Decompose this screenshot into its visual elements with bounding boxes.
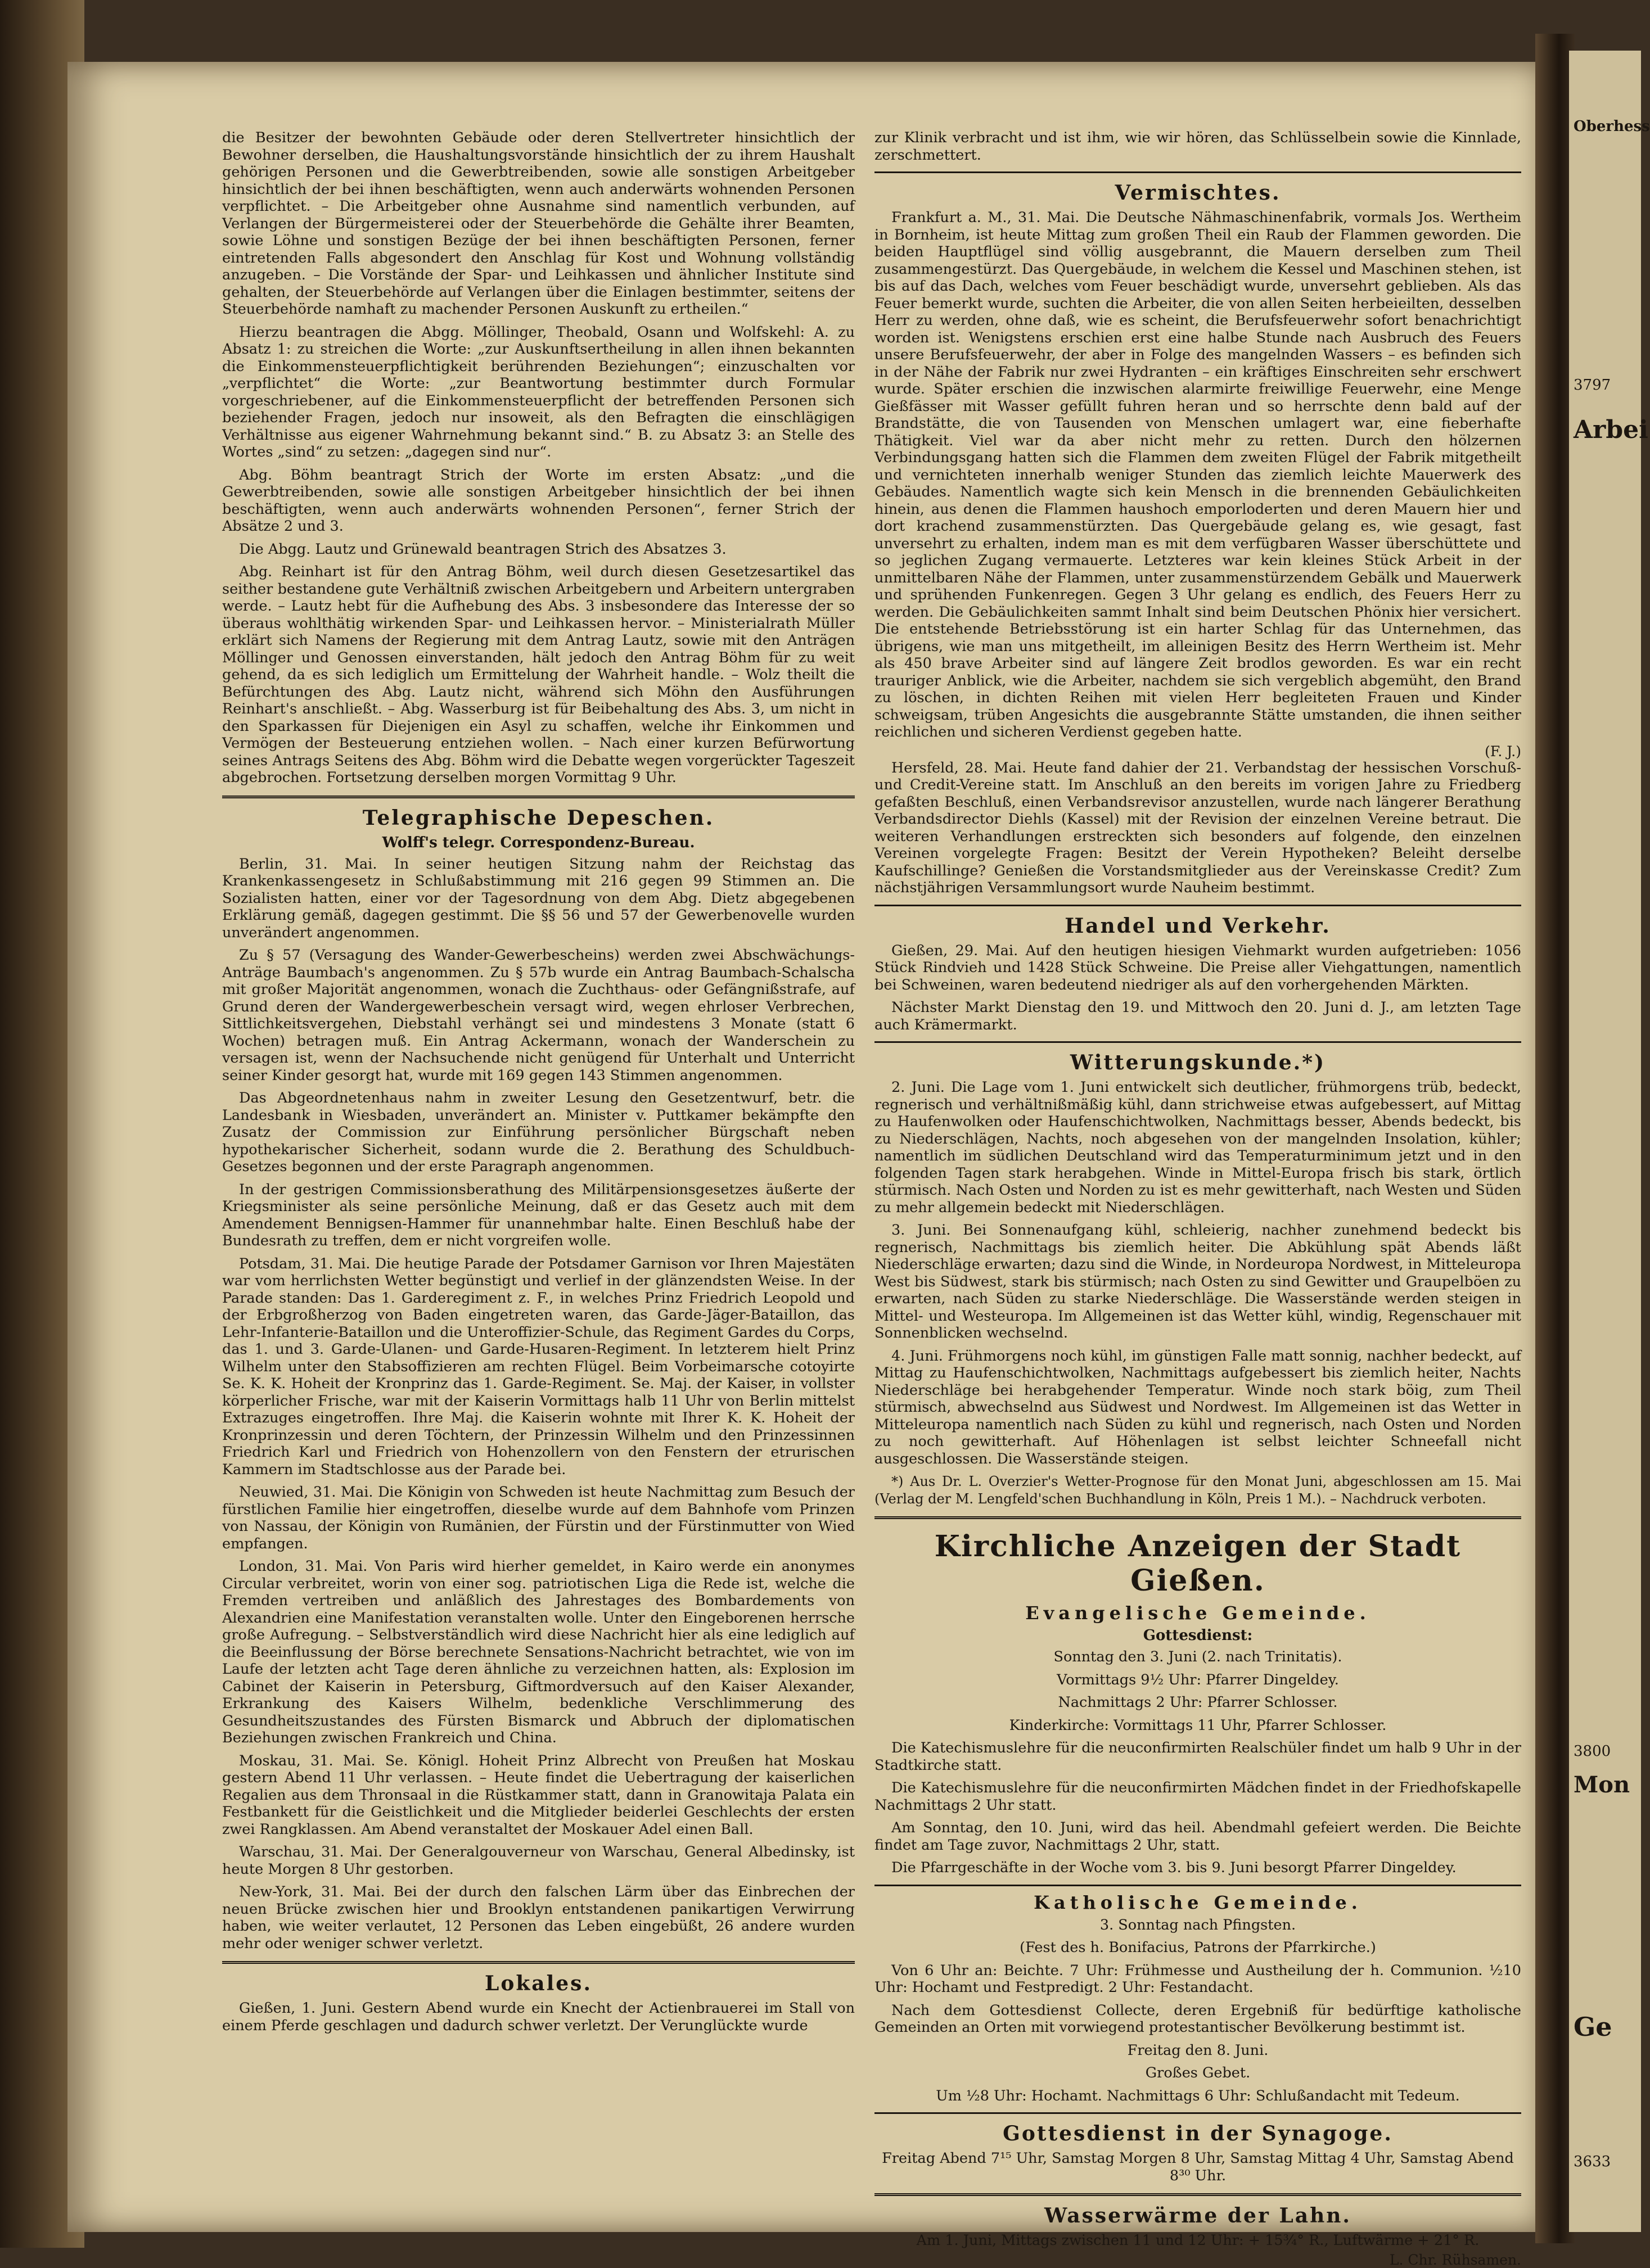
next-page-fragment: Arbei [1574,415,1648,444]
service-line: Freitag Abend 7¹⁵ Uhr, Samstag Morgen 8 Uhr, Samstag Mittag 4 Uhr, Samstag Abend 8³⁰ Uhr. [882,2150,1514,2184]
next-page-fragment: Oberhess [1574,118,1650,135]
article-paragraph: Frankfurt a. M., 31. Mai. Die Deutsche Nähmaschinenfabrik, vormals Jos. Wertheim in Bornheim, ist heute Mittag zum großen Theil ein Raub der Flammen geworden. Die beiden Hauptflügel sind völlig ausgebrannt, die Mauern derselben zum Theil zusammengestürzt. Das Quergebäude, in welchem die Kessel und Maschinen stehen, ist bis auf das Dach, welches vom Feuer beschädigt wurde, unversehrt geblieben. Als das Feuer bemerkt wurde, suchten die Arbeiter, die von allen Seiten herbeieilten, desselben Herr zu werden, ohne daß, wie es scheint, die Berufsfeuerwehr sofort benachrichtigt worden ist. Wenigstens erschien erst eine halbe Stunde nach Ausbruch des Feuers unsere Berufsfeuerwehr, der aber in Folge des mangelnden Wassers – es befinden sich in der Nähe der Fabrik nur zwei Hydranten – ein kräftiges Einschreiten sehr erschwert wurde. Später erschien die inzwischen alarmirte freiwillige Feuerwehr, eine Menge Gießfässer mit Wasser gefüllt fuhren heran und so herrschte denn bald auf der Brandstätte, die von Tausenden von Menschen umlagert war, eine fieberhafte Thätigkeit. Viel war da aber nicht mehr zu retten. Durch den hölzernen Verbindungsgang hatten sich die Flammen dem zweiten Flügel der Fabrik mitgetheilt und vernichteten innerhalb weniger Stunden das ziemlich leichte Mauerwerk des Gebäudes. Namentlich wagte sich kein Mensch in die brennenden Gebäulichkeiten hinein, aus denen die Flammen haushoch emporloderten und deren Mauern hier und dort krachend zusammenstürzten. Das Quergebäude gelang es, wie gesagt, fast unversehrt zu erhalten, indem man es mit dem verfügbaren Wasser überschüttete und so jeglichen Zugang vermauerte. Letzteres war kein kleines Stück Arbeit in der unmittelbaren Nähe der Flammen, unter zusammenstürzendem Gebälk und Mauerwerk und sprühenden Funkenregen. Gegen 3 Uhr gelang es endlich, des Feuers Herr zu werden. Die Gebäulichkeiten sammt Inhalt sind beim Deutschen Phönix hier versichert. Die entstehende Betriebsstörung ist ein harter Schlag für das Unternehmen, das übrigens, wie man uns mitgetheilt, im alleinigen Besitz des Herrn Wertheim ist. Mehr als 450 brave Arbeiter sind auf längere Zeit brodlos geworden. Es war ein recht trauriger Anblick, wie die Arbeiter, nachdem sie sich vergeblich abgemüht, den Brand zu löschen, in dichten Reihen mit vielen Herr begleiteten Frauen und Kinder schweigsam, trüben Angesichts die ausgebrannte Stätte umstanden, die ihnen seither reichlichen und sicheren Verdienst gegeben hatte. [874,209,1521,740]
author-sign: (F. J.) [1485,743,1521,760]
service-line: (Fest des h. Bonifacius, Patrons der Pfarrkirche.) [1020,1939,1376,1956]
lahn-temperature-heading: Wasserwärme der Lahn. [1044,2204,1351,2228]
section-divider [874,1041,1521,1043]
weather-paragraph: 4. Juni. Frühmorgens noch kühl, im günstigen Falle matt sonnig, nachher bedeckt, auf Mittag zu Haufenschichtwolken, Nachmittags aufgebessert bis ziemlich heiter, Nachts Niederschläge bei herabgehender Temperatur. Winde noch stark böig, zum Theil stürmisch, abwechselnd aus Südwest und Nordwest. Im Allgemeinen ist das Wetter in Mitteleuropa namentlich nach Süden zu kühl und regnerisch, nach Osten und Norden zu noch gewitterhaft. Auf Höhenlagen ist selbst leichter Schneefall nicht ausgeschlossen. Die Wasserstände steigen. [874,1347,1521,1467]
dispatch-paragraph: New-York, 31. Mai. Bei der durch den falschen Lärm über das Einbrechen der neuen Brücke zwischen hier und Brooklyn entstandenen panikartigen Verwirrung haben, wie weiter verlautet, 12 Personen das Leben eingebüßt, 26 andere wurden mehr oder weniger schwer verletzt. [222,1883,855,1952]
section-divider [874,1516,1521,1519]
service-line: Die Katechismuslehre für die neuconfirmirten Realschüler findet um halb 9 Uhr in der Stadtkirche statt. [874,1740,1521,1774]
evangelical-heading: Evangelische Gemeinde. [1025,1602,1371,1624]
service-line: Kinderkirche: Vormittags 11 Uhr, Pfarrer Schlosser. [1009,1716,1387,1734]
dispatch-paragraph: Warschau, 31. Mai. Der Generalgouverneur von Warschau, General Albedinsky, ist heute Morgen 8 Uhr gestorben. [222,1844,855,1878]
service-line: Um ½8 Uhr: Hochamt. Nachmittags 6 Uhr: Schlußandacht mit Tedeum. [936,2087,1460,2104]
article-paragraph: Abg. Böhm beantragt Strich der Worte im ersten Absatz: „und die Gewerbtreibenden, sowie alle sonstigen Arbeitgeber hinsichtlich der bei ihnen beschäftigten, wenn auch anderwärts wohnenden Personen“, ferner Strich der Absätze 2 und 3. [222,466,855,535]
dispatch-paragraph: London, 31. Mai. Von Paris wird hierher gemeldet, in Kairo werde ein anonymes Circular verbreitet, worin von einer sog. patriotischen Liga die Rede ist, welche die Fremden vertreiben und anläßlich des Jahrestages des Bombardements von Alexandrien eine Manifestation veranstalten wolle. Unter den Eingeborenen herrsche große Aufregung. – Selbstverständlich wird diese Nachricht hier als eine lediglich auf die Beeinflussung der Börse berechnete Sensations-Nachricht betrachtet, wie von im Laufe der letzten acht Tage deren ähnliche zu verzeichnen hatten, als: Explosion im Cabinet der Kaiserin in Petersburg, Giftmordversuch auf den Kaiser Alexander, Erkrankung des Kaisers Wilhelm, bedenkliche Verschlimmerung des Gesundheitszustandes des Fürsten Bismarck und Abbruch der diplomatischen Beziehungen zwischen Frankreich und China. [222,1558,855,1746]
church-notices-title: Kirchliche Anzeigen der Stadt Gießen. [934,1529,1462,1598]
article-paragraph: Nächster Markt Dienstag den 19. und Mittwoch den 20. Juni d. J., am letzten Tage auch Krämermarkt. [874,999,1521,1033]
service-line: Vormittags 9½ Uhr: Pfarrer Dingeldey. [1057,1671,1339,1688]
section-divider [222,796,855,798]
service-line: Großes Gebet. [1145,2064,1251,2081]
service-line: Nach dem Gottesdienst Collecte, deren Ergebniß für bedürftige katholische Gemeinden an Orten mit vorwiegend protestantischer Bevölkerung bestimmt ist. [874,2002,1521,2036]
next-page-fragment: 3633 [1574,2153,1611,2170]
next-page-fragment: Ge [1574,2012,1612,2042]
section-heading-vermischtes: Vermischtes. [1115,181,1281,205]
section-divider [874,171,1521,173]
service-line: Am Sonntag, den 10. Juni, wird das heil. Abendmahl gefeiert werden. Die Beichte findet am Tage zuvor, Nachmittags 2 Uhr, statt. [874,1819,1521,1854]
article-paragraph: zur Klinik verbracht und ist ihm, wie wir hören, das Schlüsselbein sowie die Kinnlade, zerschmettert. [874,129,1521,164]
dispatch-paragraph: Berlin, 31. Mai. In seiner heutigen Sitzung nahm der Reichstag das Krankenkassengesetz in Schlußabstimmung mit 216 gegen 99 Stimmen an. Die Sozialisten hatten, einer vor der Tagesordnung von dem Abg. Dietz abgegebenen Erklärung gemäß, dagegen gestimmt. Die §§ 56 und 57 der Gewerbenovelle wurden unverändert angenommen. [222,855,855,941]
dispatch-paragraph: Neuwied, 31. Mai. Die Königin von Schweden ist heute Nachmittag zum Besuch der fürstlichen Familie hier eingetroffen, dieselbe wurde auf dem Bahnhofe vom Prinzen von Nassau, der Königin von Rumänien, der Fürstin und der Fürstinmutter von Wied empfangen. [222,1484,855,1552]
section-divider [874,905,1521,906]
right-column [874,129,1521,2268]
section-heading-telegraph: Telegraphische Depeschen. [362,806,715,830]
dispatch-paragraph: Das Abgeordnetenhaus nahm in zweiter Lesung den Gesetzentwurf, betr. die Landesbank in Wiesbaden, unverändert an. Minister v. Puttkamer bekämpfte den Zusatz der Commission zur Einführung persönlicher Bürgschaft neben hypothekarischer Sicherheit, sodann wurde die 2. Berathung des Schuldbuch-Gesetzes begonnen und der erste Paragraph angenommen. [222,1090,855,1175]
footnote: *) Aus Dr. L. Overzier's Wetter-Prognose für den Monat Juni, abgeschlossen am 15. Mai (Verlag der M. Lengfeld'schen Buchhandlung in Köln, Preis 1 M.). – Nachdruck verboten. [874,1474,1521,1507]
left-column [222,129,855,2176]
article-paragraph: Gießen, 1. Juni. Gestern Abend wurde ein Knecht der Actienbrauerei im Stall von einem Pferde geschlagen und dadurch schwer verletzt. Der Verunglückte wurde [222,2000,855,2034]
section-divider [874,2193,1521,2196]
next-page-edge [1569,51,1650,2232]
service-heading: Gottesdienst: [1143,1627,1253,1644]
catholic-heading: Katholische Gemeinde. [1034,1891,1362,1913]
author-sign: L. Chr. Rühsamen. [1389,2251,1521,2268]
section-heading-lokales: Lokales. [485,1972,592,1995]
service-line: Von 6 Uhr an: Beichte. 7 Uhr: Frühmesse und Austheilung der h. Communion. ½10 Uhr: Hochamt und Festpredigt. 2 Uhr: Festandacht. [874,1962,1521,1996]
article-paragraph: die Besitzer der bewohnten Gebäude oder deren Stellvertreter hinsichtlich der Bewohner derselben, die Haushaltungsvorstände hinsichtlich der zu ihrem Haushalt gehörigen Personen und die Gewerbtreibenden, sowie alle sonstigen Arbeitgeber hinsichtlich der bei ihnen beschäftigten, wenn auch anderwärts wohnenden Personen verpflichtet. – Die Arbeitgeber ohne Ausnahme sind namentlich verbunden, auf Verlangen der Bürgermeisterei oder der Steuerbehörde die Gehälte ihrer Beamten, sowie Löhne und sonstigen Bezüge der bei ihnen beschäftigten Personen, ferner eintretenden Falls abgesondert den Anschlag für Kost und Wohnung vollständig anzugeben. – Die Vorstände der Spar- und Leihkassen und ähnlicher Institute sind gehalten, der Steuerbehörde auf Verlangen über die Einlagen bestimmter, seitens der Steuerbehörde namhaft zu machender Personen Auskunft zu ertheilen.“ [222,129,855,318]
service-line: Die Pfarrgeschäfte in der Woche vom 3. bis 9. Juni besorgt Pfarrer Dingeldey. [891,1859,1457,1876]
service-line: Die Katechismuslehre für die neuconfirmirten Mädchen findet in der Friedhofskapelle Nachmittags 2 Uhr statt. [874,1779,1521,1814]
section-subheading: Wolff's telegr. Correspondenz-Bureau. [382,834,695,851]
dispatch-paragraph: In der gestrigen Commissionsberathung des Militärpensionsgesetzes äußerte der Kriegsminister als seine persönliche Meinung, daß er das Gesetz auch mit dem Amendement Bennigsen-Hammer für unannehmbar halte. Einen Beschluß habe der Bundesrath zu treffen, dem er nicht vorgreifen wolle. [222,1181,855,1249]
article-paragraph: Gießen, 29. Mai. Auf den heutigen hiesigen Viehmarkt wurden aufgetrieben: 1056 Stück Rindvieh und 1428 Stück Schweine. Die Preise aller Viehgattungen, namentlich bei Schweinen, waren bedeutend niedriger als auf den vorhergehenden Märkten. [874,942,1521,993]
article-paragraph: Die Abgg. Lautz und Grünewald beantragen Strich des Absatzes 3. [239,540,727,558]
service-line: Sonntag den 3. Juni (2. nach Trinitatis). [1053,1648,1342,1665]
section-divider [222,1961,855,1964]
article-paragraph: Abg. Reinhart ist für den Antrag Böhm, weil durch diesen Gesetzesartikel das seither bestandene gute Verhältniß zwischen Arbeitgebern und Arbeitern untergraben werde. – Lautz hebt für die Aufhebung des Abs. 3 insbesondere das Interesse der so überaus wohlthätig wirkenden Spar- und Leihkassen hervor. – Ministerialrath Müller erklärt sich Namens der Regierung mit dem Antrag Lautz, sowie mit den Anträgen Möllinger und Genossen einverstanden, hält jedoch den Antrag Böhm für zu weit gehend, da es sich lediglich um Ermittelung der Wahrheit handle. – Wolz theilt die Befürchtungen des Abg. Lautz nicht, während sich Möhn den Ausführungen Reinhart's anschließt. – Abg. Wasserburg ist für Beibehaltung des Abs. 3, um nicht in den Sparkassen für Diejenigen ein Asyl zu schaffen, welche ihr Einkommen und Vermögen der Besteuerung entziehen wollen. – Nach einer kurzen Befürwortung seines Antrags Seitens des Abg. Böhm wird die Debatte wegen vorgerückter Tageszeit abgebrochen. Fortsetzung derselben morgen Vormittag 9 Uhr. [222,563,855,786]
dispatch-paragraph: Moskau, 31. Mai. Se. Königl. Hoheit Prinz Albrecht von Preußen hat Moskau gestern Abend 11 Uhr verlassen. – Heute findet die Uebertragung der kaiserlichen Regalien aus dem Thronsaal in die Rüstkammer statt, dann in Granowitaja Palata ein Festbankett für die Geistlichkeit und die Mitglieder beiderlei Geschlechts der ersten zwei Rangklassen. Am Abend veranstaltet der Moskauer Adel einen Ball. [222,1752,855,1838]
dispatch-paragraph: Potsdam, 31. Mai. Die heutige Parade der Potsdamer Garnison vor Ihren Majestäten war vom herrlichsten Wetter begünstigt und verlief in der glänzendsten Weise. In der Parade standen: Das 1. Garderegiment z. F., in welches Prinz Friedrich Leopold und der Erbgroßherzog von Baden eingetreten waren, das Garde-Jäger-Bataillon, das Lehr-Infanterie-Bataillon und die Unteroffizier-Schule, das Regiment Gardes du Corps, das 1. und 3. Garde-Ulanen- und Garde-Husaren-Regiment. In letzterem hielt Prinz Wilhelm unter den Stabsoffizieren am rechten Flügel. Beim Vorbeimarsche cotoyirte Se. K. K. Hoheit der Kronprinz das 1. Garde-Regiment. Se. Maj. der Kaiser, in vollster körperlicher Frische, war mit der Kaiserin Vormittags halb 11 Uhr von Berlin mittelst Extrazuges eingetroffen. Ihre Maj. die Kaiserin wohnte mit Ihrer K. K. Hoheit der Kronprinzessin und deren Töchtern, der Prinzessin Wilhelm und den Prinzessinnen Friedrich Karl und Friedrich von Hohenzollern von den Fenstern der etrurischen Kammern im Stadtschlosse aus der Parade bei. [222,1255,855,1478]
dispatch-paragraph: Zu § 57 (Versagung des Wander-Gewerbescheins) werden zwei Abschwächungs-Anträge Baumbach's angenommen. Zu § 57b wurde ein Antrag Baumbach-Schalscha mit großer Majorität angenommen, wonach die Zuchthaus- oder Gefängnißstrafe, auf Grund deren der Wandergewerbeschein versagt wird, wegen ehrloser Verbrechen, Sittlichkeitsvergehen, Diebstahl verhängt sei und mindestens 3 Monate (statt 6 Wochen) betragen muß. Ein Antrag Ackermann, wonach der Wanderschein zu versagen ist, wenn der Nachsuchende nicht genügend für Unterhalt und Unterricht seiner Kinder gesorgt hat, wurde mit 169 gegen 143 Stimmen angenommen. [222,947,855,1084]
section-divider [874,1885,1521,1886]
next-page-fragment: Mon [1574,1772,1630,1798]
weather-paragraph: 2. Juni. Die Lage vom 1. Juni entwickelt sich deutlicher, frühmorgens trüb, bedeckt, regnerisch und verhältnißmäßig kühl, dann strichweise etwas aufgebessert, auf Mittag zu Haufenwolken oder Haufenschichtwolken, Nachmittags besser, Abends bedeckt, bis zu Niederschlägen, Nachts, noch abgesehen von der mangelnden Insolation, kühler; namentlich im südlichen Deutschland wird das Temperaturminimum jetzt und in den folgenden Tagen stark herabgehen. Winde in Mittel-Europa frisch bis stark, örtlich stürmisch. Nach Osten und Norden zu ist es mehr gewitterhaft, nach Westen und Süden zu mehr allgemein bedeckt mit Niederschlägen. [874,1079,1521,1216]
article-paragraph: Hierzu beantragen die Abgg. Möllinger, Theobald, Osann und Wolfskehl: A. zu Absatz 1: zu streichen die Worte: „zur Auskunftsertheilung in allen ihnen bekannten die Einkommensteuerpflichtigkeit berührenden Beziehungen“; einzuschalten vor „verpflichtet“ die Worte: „zur Beantwortung bestimmter durch Formular vorgeschriebener, auf die Einkommensteuerpflicht der betreffenden Personen sich beziehender Fragen, jedoch nur insoweit, als den Befragten die einschlägigen Verhältnisse aus eigener Wahrnehmung bekannt sind.“ B. zu Absatz 3: an Stelle des Wortes „sind“ zu setzen: „dagegen sind nur“. [222,323,855,460]
section-divider [874,2112,1521,2114]
service-line: Nachmittags 2 Uhr: Pfarrer Schlosser. [1058,1694,1338,1711]
weather-paragraph: 3. Juni. Bei Sonnenaufgang kühl, schleierig, nachher zunehmend bedeckt bis regnerisch, Nachmittags bis ziemlich heiter. Die Abkühlung spät Abends läßt Niederschläge erwarten; dazu sind die Winde, in Nordeuropa Nordwest, in Mitteleuropa West bis Südwest, stark bis stürmisch; nach Osten zu sind Gewitter und Graupelböen zu erwarten, nach Süden zu starke Niederschläge. Die Wasserstände werden steigen in Mittel- und Westeuropa. Im Allgemeinen ist das Wetter kühl, windig, Regenschauer mit Sonnenblicken wechselnd. [874,1222,1521,1341]
next-page-fragment: 3797 [1574,377,1611,394]
service-line: 3. Sonntag nach Pfingsten. [1099,1916,1296,1933]
lahn-temperature-line: Am 1. Juni, Mittags zwischen 11 und 12 Uhr: + 15¾° R., Luftwärme + 21° R. [916,2232,1480,2249]
article-paragraph: Hersfeld, 28. Mai. Heute fand dahier der 21. Verbandstag der hessischen Vorschuß- und Credit-Vereine statt. Im Anschluß an den bereits im vorigen Jahre zu Friedberg gefaßten Beschluß, einen Verbandsrevisor anzustellen, wurde nach längerer Berathung Verbandsdirector Diehls (Kassel) mit der Revision der einzelnen Vereine betraut. Die weiteren Verhandlungen erstreckten sich besonders auf folgende, den einzelnen Vereinen vorgelegte Fragen: Besitzt der Verein Hypotheken? Beleiht derselbe Kaufschillinge? Genießen die Vorstandsmitglieder aus der Vereinskasse Credit? Zum nächstjährigen Versammlungsort wurde Nauheim bestimmt. [874,759,1521,896]
section-heading-handel: Handel und Verkehr. [1065,914,1331,938]
synagogue-heading: Gottesdienst in der Synagoge. [1003,2122,1393,2145]
service-line: Freitag den 8. Juni. [1127,2041,1269,2059]
next-page-fragment: 3800 [1574,1743,1611,1760]
section-heading-witterung: Witterungskunde.*) [1070,1051,1326,1074]
